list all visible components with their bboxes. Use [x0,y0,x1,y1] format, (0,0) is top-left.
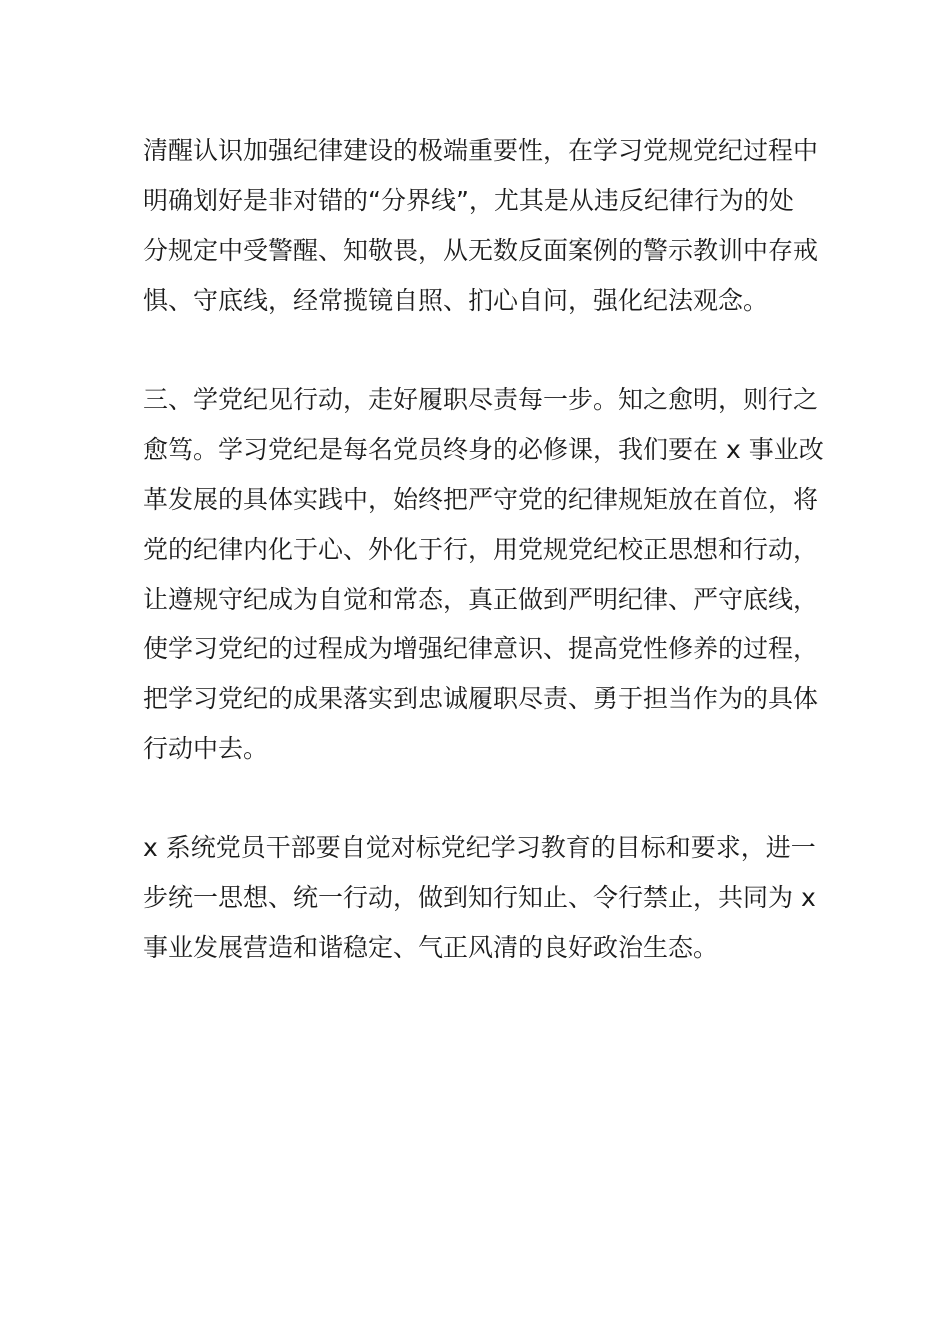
paragraph-line: 行动中去。 [143,734,269,763]
paragraph-line: 清醒认识加强纪律建设的极端重要性，在学习党规党纪过程中 [143,136,819,165]
paragraph-line: 让遵规守纪成为自觉和常态，真正做到严明纪律、严守底线， [143,585,819,614]
paragraph-line: 党的纪律内化于心、外化于行，用党规党纪校正思想和行动， [143,535,819,564]
paragraph-line: 愈笃。学习党纪是每名党员终身的必修课，我们要在 x 事业改 [143,435,824,464]
paragraph-line: 惧、守底线，经常揽镜自照、扪心自问，强化纪法观念。 [143,286,769,315]
paragraph-line: 三、学党纪见行动，走好履职尽责每一步。知之愈明，则行之 [143,385,819,414]
paragraph-line: 革发展的具体实践中，始终把严守党的纪律规矩放在首位，将 [143,485,819,514]
paragraph-line: 使学习党纪的过程成为增强纪律意识、提高党性修养的过程， [143,634,819,663]
paragraph-line: 分规定中受警醒、知敬畏，从无数反面案例的警示教训中存戒 [143,236,819,265]
paragraph-line: 事业发展营造和谐稳定、气正风清的良好政治生态。 [143,933,719,962]
paragraph-line: 把学习党纪的成果落实到忠诚履职尽责、勇于担当作为的具体 [143,684,819,713]
paragraph-line: x 系统党员干部要自觉对标党纪学习教育的目标和要求，进一 [143,833,816,862]
paragraph-line: 步统一思想、统一行动，做到知行知止、令行禁止，共同为 x [143,883,816,912]
paragraph-line: 明确划好是非对错的“分界线”，尤其是从违反纪律行为的处 [143,186,794,215]
